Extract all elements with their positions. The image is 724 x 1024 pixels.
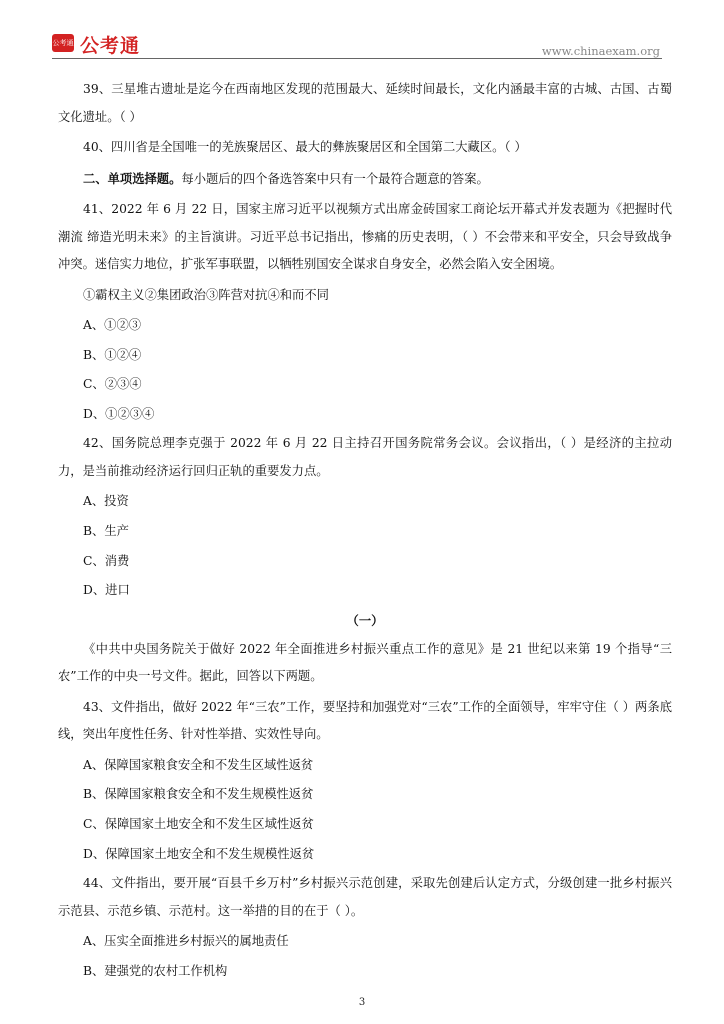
question-39: 39、三星堆古遗址是迄今在西南地区发现的范围最大、延续时间最长，文化内涵最丰富的古城、古国、古蜀文化遗址。（ ） xyxy=(58,82,672,124)
header-rule xyxy=(52,58,662,59)
page-number: 3 xyxy=(358,997,366,1008)
document-body xyxy=(58,76,672,987)
q41-option-a: A、①②③ xyxy=(83,318,142,332)
question-41: 41、2022 年 6 月 22 日，国家主席习近平以视频方式出席金砖国家工商论坛开幕式并发表题为《把握时代潮流 缔造光明未来》的主旨演讲。习近平总书记指出，惨痛的历史表明，（ ）不会带来和平安全，只会导致战争冲突。迷信实力地位，扩张军事联盟，以牺牲别国安全谋求自身安全，必然会陷入安全困境。 xyxy=(58,202,672,271)
q42-option-a: A、投资 xyxy=(83,494,129,509)
q42-option-b: B、生产 xyxy=(83,523,129,538)
q42-option-d: D、进口 xyxy=(83,583,130,598)
group-intro: 《中共中央国务院关于做好 2022 年全面推进乡村振兴重点工作的意见》是 21 世纪以来第 19 个指导“三农”工作的中央一号文件。据此，回答以下两题。 xyxy=(58,641,672,684)
section-2-heading xyxy=(58,165,672,194)
logo-badge: 公考通 xyxy=(52,34,74,52)
question-44: 44、文件指出，要开展“百县千乡万村”乡村振兴示范创建，采取先创建后认定方式，分级创建一批乡村振兴示范县、示范乡镇、示范村。这一举措的目的在于（ ）。 xyxy=(58,876,672,918)
q41-option-b: B、①②④ xyxy=(83,347,142,362)
q41-option-c: C、②③④ xyxy=(83,377,142,392)
q43-option-c: C、保障国家土地安全和不发生区域性返贫 xyxy=(83,816,314,831)
q43-option-b: B、保障国家粮食安全和不发生规模性返贫 xyxy=(83,787,314,802)
q41-option-d: D、①②③④ xyxy=(83,406,155,421)
logo-text: 公考通 xyxy=(80,35,141,57)
section-2-title: 二、单项选择题。 xyxy=(83,170,182,186)
page-header xyxy=(0,0,724,62)
section-2-desc: 每小题后的四个备选答案中只有一个最符合题意的答案。 xyxy=(181,171,489,186)
question-41-items: ①霸权主义②集团政治③阵营对抗④和而不同 xyxy=(83,287,329,302)
site-url: www.chinaexam.org xyxy=(541,44,660,58)
question-43: 43、文件指出，做好 2022 年“三农”工作，要坚持和加强党对“三农”工作的全面领导，牢牢守住（ ）两条底线，突出年度性任务、针对性举措、实效性导向。 xyxy=(58,699,672,742)
question-40: 40、四川省是全国唯一的羌族聚居区、最大的彝族聚居区和全国第二大藏区。（ ） xyxy=(83,140,527,154)
q43-option-d: D、保障国家土地安全和不发生规模性返贫 xyxy=(83,846,315,861)
question-42: 42、国务院总理李克强于 2022 年 6 月 22 日主持召开国务院常务会议。会议指出，（ ）是经济的主拉动力，是当前推动经济运行回归正轨的重要发力点。 xyxy=(58,436,672,478)
q43-option-a: A、保障国家粮食安全和不发生区域性返贫 xyxy=(83,757,314,772)
q44-option-a: A、压实全面推进乡村振兴的属地责任 xyxy=(83,934,289,949)
q42-option-c: C、消费 xyxy=(83,553,130,568)
q44-option-b: B、建强党的农村工作机构 xyxy=(83,963,228,978)
group-label: （一） xyxy=(346,612,384,628)
